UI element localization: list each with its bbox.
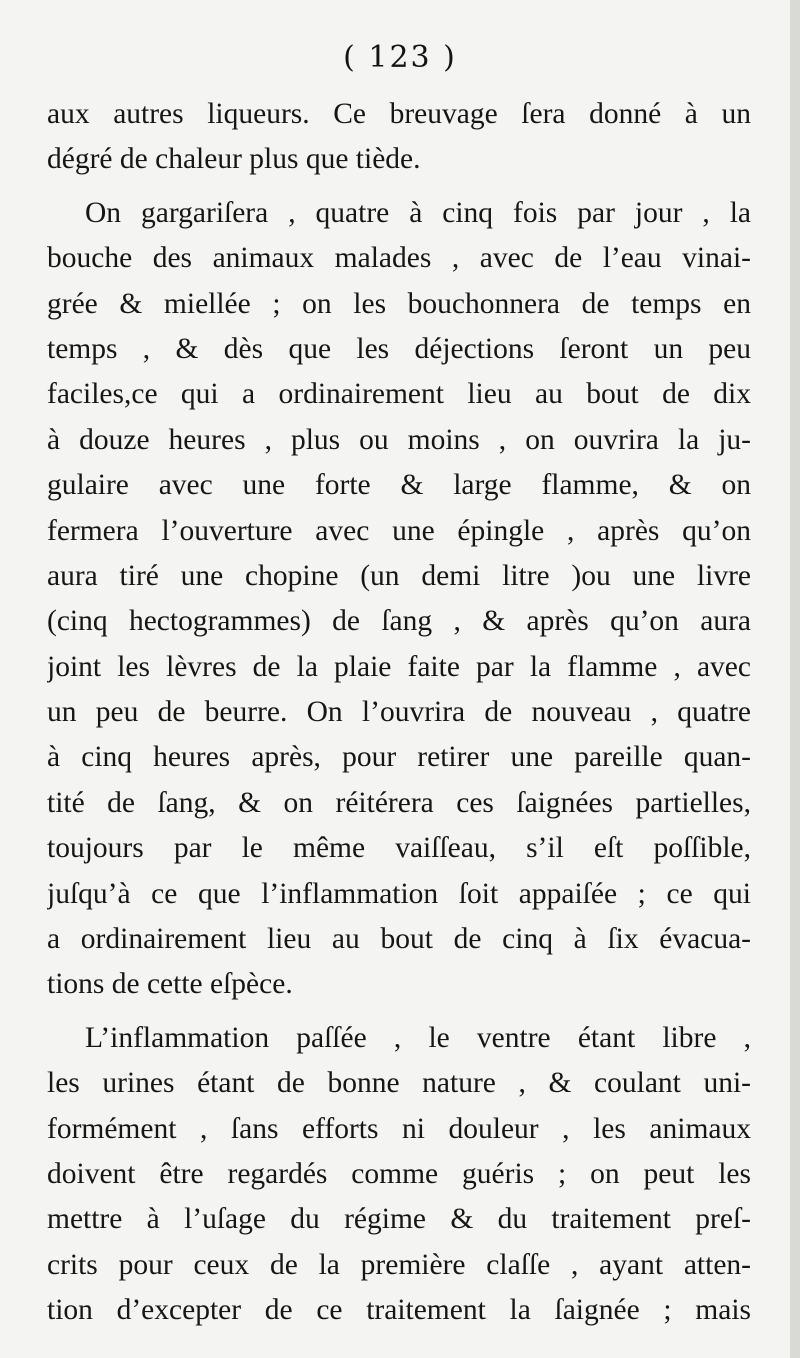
text-line: joint les lèvres de la plaie faite par la flamme , avec [47,650,751,683]
paragraph [47,191,751,1008]
paragraph [47,92,751,183]
text-line: doivent être regardés comme guéris ; on peut les [47,1157,751,1190]
text-line: L’inflammation paſſée , le ventre étant libre , [85,1021,751,1054]
text-line: bouche des animaux malades , avec de l’eau vinai- [47,242,751,275]
text-line: (cinq hectogrammes) de ſang , & après qu’on aura [47,605,751,638]
page-number: ( 123 ) [343,40,457,75]
body-text [47,92,751,1334]
text-line: faciles,ce qui a ordinairement lieu au bout de dix [47,378,751,411]
text-line: les urines étant de bonne nature , & coulant uni- [47,1067,751,1100]
text-line: à douze heures , plus ou moins , on ouvrira la ju- [47,423,751,456]
text-line: mettre à l’uſage du régime & du traitement preſ- [47,1203,751,1236]
text-line: aura tiré une chopine (un demi litre )ou une livre [47,559,751,592]
text-line: aux autres liqueurs. Ce breuvage ſera donné à un [47,98,751,130]
text-line: fermera l’ouverture avec une épingle , après qu’on [47,514,751,547]
text-line: à cinq heures après, pour retirer une pareille quan- [47,741,751,774]
text-line: tité de ſang, & on réitérera ces ſaignées partielles, [47,786,751,819]
text-line: On gargariſera , quatre à cinq fois par jour , la [85,196,751,229]
text-line: dégré de chaleur plus que tiède. [47,143,421,176]
text-line: crits pour ceux de la première claſſe , ayant atten- [47,1248,751,1281]
text-line: juſqu’à ce que l’inflammation ſoit appaiſée ; ce qui [47,877,751,910]
text-line: a ordinairement lieu au bout de cinq à ſix évacua- [47,923,751,956]
text-line: formément , ſans efforts ni douleur , les animaux [47,1112,751,1145]
text-line: tions de cette eſpèce. [47,968,293,1001]
text-line: grée & miellée ; on les bouchonnera de temps en [47,287,751,320]
text-line: tion d’excepter de ce traitement la ſaignée ; mais [47,1294,751,1327]
text-line: toujours par le même vaiſſeau, s’il eſt poſſible, [47,832,751,865]
paragraph [47,1016,751,1334]
text-line: un peu de beurre. On l’ouvrira de nouveau , quatre [47,696,751,729]
text-line: temps , & dès que les déjections ſeront un peu [47,332,751,365]
text-line: gulaire avec une forte & large flamme, & on [47,469,751,502]
